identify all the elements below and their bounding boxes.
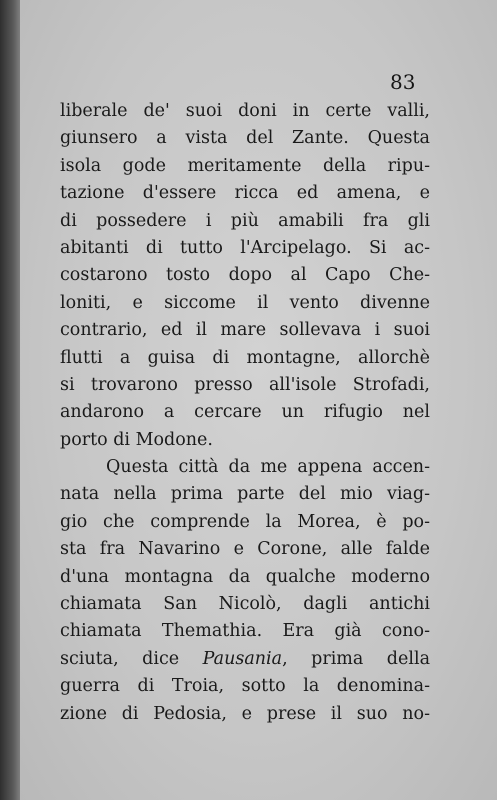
text-line: chiamata Themathia. Era già cono- — [60, 621, 430, 642]
text-line: chiamata San Nicolò, dagli antichi — [60, 594, 430, 615]
text-line: di possedere i più amabili fra gli — [60, 210, 430, 231]
text-line: nata nella prima parte del mio viag- — [60, 484, 430, 505]
text-line: gio che comprende la Morea, è po- — [60, 511, 430, 532]
book-page — [20, 0, 497, 800]
text-line: tazione d'essere ricca ed amena, e — [60, 183, 430, 204]
text-line: isola gode meritamente della ripu- — [60, 155, 430, 176]
text-line: guerra di Troia, sotto la denomina- — [60, 676, 430, 697]
text-line: d'una montagna da qualche moderno — [60, 566, 430, 587]
text-line: si trovarono presso all'isole Strofadi, — [60, 374, 430, 395]
text-line: contrario, ed il mare sollevava i suoi — [60, 320, 430, 341]
book-gutter-shadow — [0, 0, 22, 800]
body-text — [60, 98, 430, 728]
italic-author-name: Pausania — [202, 648, 283, 669]
page-number: 83 — [390, 70, 416, 94]
text-line: porto di Modone. — [60, 429, 213, 450]
text-line: giunsero a vista del Zante. Questa — [60, 128, 430, 149]
text-line: loniti, e siccome il vento divenne — [60, 292, 430, 313]
text-line: abitanti di tutto l'Arcipelago. Si ac- — [60, 237, 430, 258]
text-line: liberale de' suoi doni in certe valli, — [60, 101, 430, 121]
text-line: andarono a cercare un rifugio nel — [60, 402, 430, 423]
text-line: Questa città da me appena accen- — [106, 457, 430, 478]
text-line: sta fra Navarino e Corone, alle falde — [60, 539, 430, 560]
text-line: zione di Pedosia, e prese il suo no- — [60, 703, 430, 724]
text-line: costarono tosto dopo al Capo Che- — [60, 265, 430, 286]
text-line: sciuta, dice Pausania, prima della — [60, 648, 430, 669]
text-line: flutti a guisa di montagne, allorchè — [60, 347, 430, 368]
